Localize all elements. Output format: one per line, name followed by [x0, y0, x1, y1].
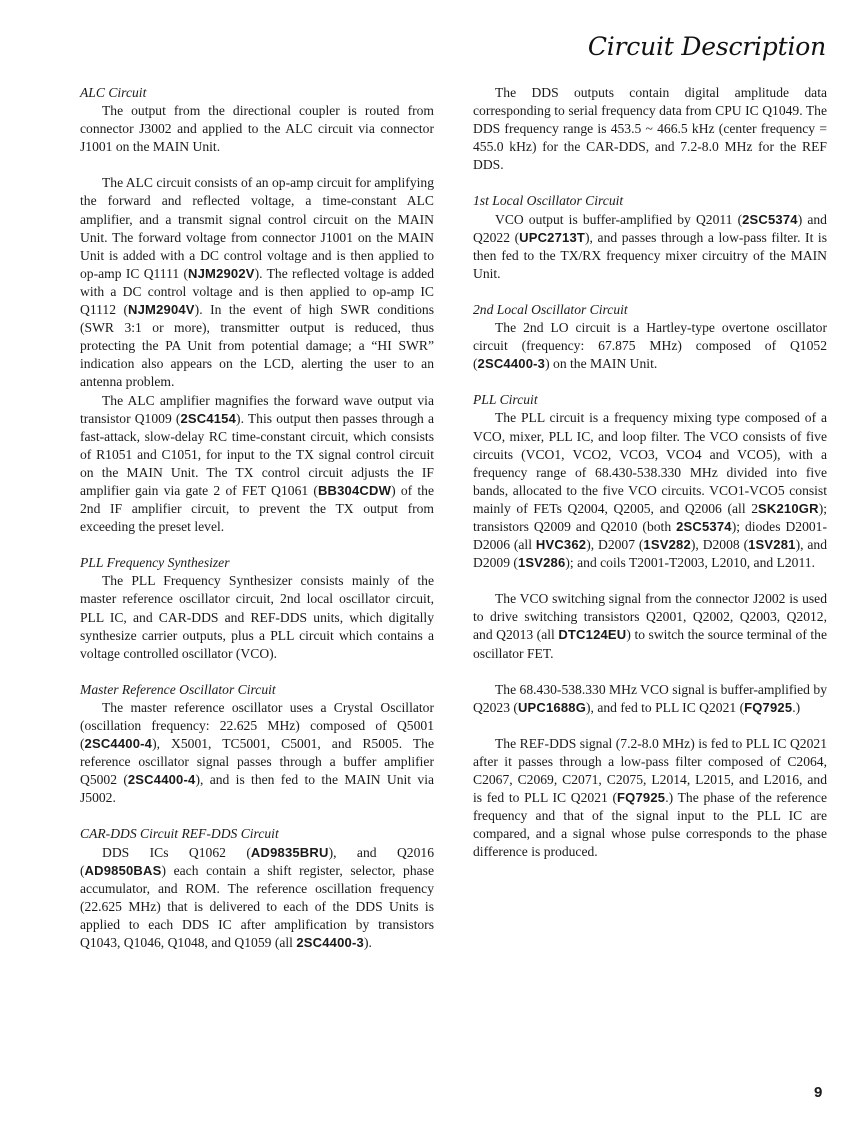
master-ref-paragraph-1: The master reference oscillator uses a Crystal Oscillator (oscillation frequency: 22.625 MHz) composed of Q5001 (2SC4400-4), X5001, TC5001, C5001, and R5005. The reference oscillator signal passes through a buffer amplifier Q5002 (2SC4400-4), and is then fed to the MAIN Unit via J5002.	[80, 699, 435, 806]
section-heading-2nd-lo: 2nd Local Oscillator Circuit	[473, 301, 628, 317]
part-number: 1SV281	[748, 537, 796, 553]
pll-paragraph-2: The VCO switching signal from the connector J2002 is used to drive switching transistors Q2001, Q2002, Q2003, Q2012, and Q2013 (all DTC124EU) to switch the source terminal of the oscillator FET.	[473, 591, 827, 661]
part-number: BB304CDW	[317, 482, 392, 498]
part-number: 2SC4400-3	[296, 935, 364, 951]
part-number: HVC362	[535, 537, 587, 553]
part-number: AD9850BAS	[84, 862, 162, 878]
part-number: NJM2902V	[188, 265, 255, 281]
right-column	[473, 84, 827, 861]
pll-synth-paragraph-1: The PLL Frequency Synthesizer consists mainly of the master reference oscillator circuit, 2nd local oscillator circuit, PLL IC, and CAR-DDS and REF-DDS units, which digitally synthesize carrier outputs, plus a PLL circuit which contains a voltage controlled oscillator (VCO).	[80, 573, 434, 661]
part-number: 1SV282	[643, 537, 691, 553]
section-heading-dds: CAR-DDS Circuit REF-DDS Circuit	[80, 826, 279, 842]
part-number: 2SC4154	[180, 410, 237, 426]
pll-paragraph-4: The REF-DDS signal (7.2-8.0 MHz) is fed to PLL IC Q2021 after it passes through a low-pass filter composed of C2064, C2067, C2069, C2071, C2075, L2014, L2015, and L2016, and is fed to PLL IC Q2021 (FQ7925.) The phase of the reference frequency and that of the signal input to the PLL IC are compared, and a signal whose pulse corresponds to the phase difference is produced.	[473, 735, 827, 860]
part-number: 2SC4400-4	[127, 772, 196, 788]
section-heading-pll: PLL Circuit	[473, 392, 538, 408]
part-number: 1SV286	[517, 555, 566, 571]
left-column	[80, 84, 434, 952]
page-number: 9	[814, 1084, 823, 1101]
alc-paragraph-1: The output from the directional coupler is routed from connector J3002 and applied to the ALC circuit via connector J1001 on the MAIN Unit.	[80, 103, 434, 155]
lo1-paragraph-1: VCO output is buffer-amplified by Q2011 (2SC5374) and Q2022 (UPC2713T), and passes through a low-pass filter. It is then fed to the TX/RX frequency mixer circuitry of the MAIN Unit.	[473, 211, 827, 281]
part-number: NJM2904V	[128, 302, 195, 318]
alc-paragraph-3: The ALC amplifier magnifies the forward wave output via transistor Q1009 (2SC4154). This output then passes through a fast-attack, slow-delay RC time-constant circuit, which consists of R1051 and C1051, for input to the TX signal control circuit on the MAIN Unit. The TX control circuit adjusts the IF amplifier gain via gate 2 of FET Q1061 (BB304CDW) of the 2nd IF amplifier circuit, to prevent the TX output from exceeding the preset level.	[80, 392, 434, 535]
dds-paragraph-1: DDS ICs Q1062 (AD9835BRU), and Q2016 (AD9850BAS) each contain a shift register, selector, phase accumulator, and ROM. The reference oscillation frequency (22.625 MHz) that is delivered to each of the DDS Units is applied to each DDS IC after amplification by transistors Q1043, Q1046, Q1048, and Q1059 (all 2SC4400-3).	[80, 844, 434, 951]
part-number: 2SC5374	[676, 518, 732, 534]
part-number: UPC1688G	[517, 699, 587, 715]
page-title: Circuit Description	[587, 32, 826, 61]
section-heading-1st-lo: 1st Local Oscillator Circuit	[473, 193, 624, 209]
section-heading-pll-synthesizer: PLL Frequency Synthesizer	[80, 555, 230, 571]
part-number: DTC124EU	[558, 627, 627, 643]
part-number: 2SC4400-4	[84, 736, 153, 752]
part-number: 2SC5374	[742, 211, 798, 227]
part-number: 2SC4400-3	[477, 356, 546, 372]
part-number: AD9835BRU	[250, 844, 329, 860]
pll-paragraph-3: The 68.430-538.330 MHz VCO signal is buffer-amplified by Q2023 (UPC1688G), and fed to PLL IC Q2021 (FQ7925.)	[473, 681, 827, 715]
alc-paragraph-2: The ALC circuit consists of an op-amp circuit for amplifying the forward and reflected voltage, a time-constant ALC amplifier, and a transmit signal control circuit on the MAIN Unit. The forward voltage from connector J1001 on the MAIN Unit is added with a DC control voltage and is then applied to op-amp IC Q1111 (NJM2902V). The reflected voltage is added with a DC control voltage and is then applied to op-amp IC Q1112 (NJM2904V). In the event of high SWR conditions (SWR 3:1 or more), transmitter output is reduced, thus protecting the PA Unit from potential damage; a “HI SWR” indication also appears on the LCD, alerting the user to an antenna problem.	[80, 175, 435, 390]
dds-output-paragraph: The DDS outputs contain digital amplitude data corresponding to serial frequency data from CPU IC Q1049. The DDS frequency range is 453.5 ~ 466.5 kHz (center frequency = 455.0 kHz) for the CAR-DDS, and 7.2-8.0 MHz for the REF DDS.	[473, 85, 827, 173]
part-number: UPC2713T	[519, 229, 586, 245]
section-heading-master-reference: Master Reference Oscillator Circuit	[80, 681, 276, 697]
pll-paragraph-1: The PLL circuit is a frequency mixing type composed of a VCO, mixer, PLL IC, and loop filter. The VCO consists of five circuits (VCO1, VCO2, VCO3, VCO4 and VCO5), with a frequency range of 68.430-538.330 MHz divided into five bands, allocated to the five VCO circuits. VCO1-VCO5 consist mainly of FETs Q2004, Q2005, and Q2006 (all 2SK210GR); transistors Q2009 and Q2010 (both 2SC5374); diodes D2001-D2006 (all HVC362), D2007 (1SV282), D2008 (1SV281), and D2009 (1SV286); and coils T2001-T2003, L2010, and L2011.	[473, 410, 827, 571]
part-number: FQ7925	[744, 699, 793, 715]
section-heading-alc: ALC Circuit	[80, 85, 147, 100]
lo2-paragraph-1: The 2nd LO circuit is a Hartley-type overtone oscillator circuit (frequency: 67.875 MHz) composed of Q1052 (2SC4400-3) on the MAIN Unit.	[473, 320, 827, 372]
part-number: FQ7925	[617, 790, 666, 806]
part-number: SK210GR	[758, 500, 819, 516]
